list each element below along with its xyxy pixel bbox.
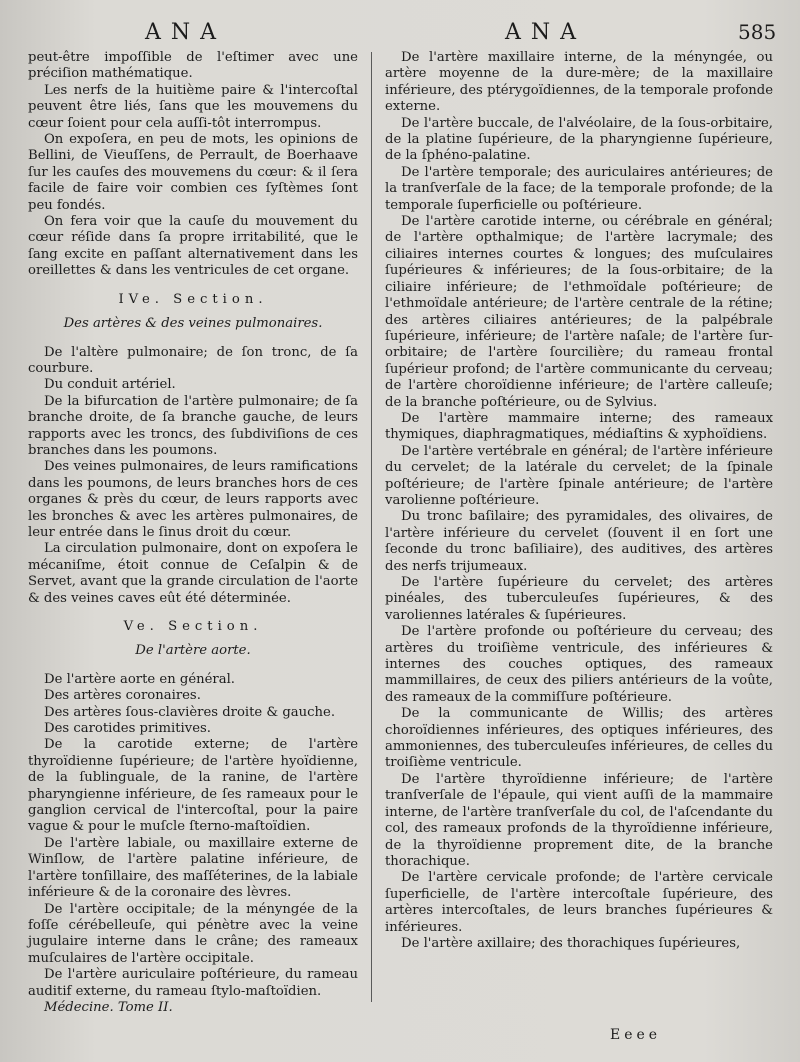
- right-column: [385, 50, 773, 952]
- section-heading: IVe. Section.: [118, 291, 268, 307]
- paragraph: De l'artère axillaire; des thorachiques ſupérieures,: [401, 935, 741, 951]
- paragraph: peut-être impoſſible de l'eſtimer avec une préciſion mathématique.: [28, 50, 358, 82]
- paragraph: De l'artère mammaire interne; des rameaux thymiques, diaphragmatiques, médiaſtins & xyphoïdiens.: [385, 410, 773, 443]
- paragraph: Des carotides primitives.: [44, 721, 211, 737]
- paragraph: De l'artère ſupérieure du cervelet; des artères pinéales, des tuberculeuſes ſupérieures, & des varoliennes latérales & ſupérieures.: [385, 575, 773, 623]
- paragraph: Du conduit artériel.: [44, 377, 176, 393]
- signature-mark: Eeee: [610, 1027, 662, 1043]
- running-head-right: ANA: [505, 20, 587, 45]
- paragraph: De l'artère thyroïdienne inférieure; de l'artère tranſverſale de l'épaule, qui vient auſſi de la mammaire interne, de l'artère tranſverſale du col, de l'aſcendante du col, des rameaux profonds de la thyroïdienne inférieure, de la thyroïdienne proprement dite, de la branche thorachique.: [385, 771, 773, 869]
- paragraph: De la communicante de Willis; des artères choroïdiennes inférieures, des optiques inférieures, des ammoniennes, des tuberculeuſes inférieures, de celles du troiſième ventricule.: [385, 706, 773, 771]
- paragraph: Des artères coronaires.: [44, 688, 201, 704]
- paragraph: De la carotide externe; de l'artère thyroïdienne ſupérieure; de l'artère hyoïdienne, de la ſublinguale, de la ranine, de l'artère pharyngienne inférieure, de ſes rameaux pour le ganglion cervical de l'intercoſtal, pour la paire vague & pour le muſcle ſterno-maſtoïdien.: [28, 737, 358, 835]
- paragraph: De l'artère temporale; des auriculaires antérieures; de la tranſverſale de la face; de la temporale profonde; de la temporale ſuperficielle ou poſtérieure.: [385, 164, 773, 213]
- paragraph: On expoſera, en peu de mots, les opinions de Bellini, de Vieuſſens, de Perrault, de Boerhaave ſur les cauſes des mouvemens du cœur: & il ſera facile de faire voir combien ces ſyſtèmes ſont peu fondés.: [28, 132, 358, 213]
- paragraph: Des veines pulmonaires, de leurs ramifications dans les poumons, de leurs branches hors de ces organes & près du cœur, de leurs rapports avec les bronches & avec les artères pulmonaires, de leur entrée dans le ſinus droit du cœur.: [28, 459, 358, 540]
- paragraph: De l'artère buccale, de l'alvéolaire, de la ſous-orbitaire, de la platine ſupérieure, de la pharyngienne ſupérieure, de la ſphéno-palatine.: [385, 115, 773, 164]
- paragraph: De l'artère labiale, ou maxillaire externe de Winſlow, de l'artère palatine inférieure, de l'artère tonſillaire, des maſſéterines, de la labiale inférieure & de la coronaire des lèvres.: [28, 835, 358, 901]
- footer-volume: Médecine. Tome II.: [44, 999, 173, 1015]
- section-subtitle: De l'artère aorte.: [135, 643, 251, 659]
- page-number: 585: [738, 20, 777, 44]
- paragraph: De l'artère cervicale profonde; de l'artère cervicale ſuperficielle, de l'artère intercoſtale ſupérieure, des artères intercoſtales, de leurs branches ſupérieures & inférieures.: [385, 870, 773, 935]
- section-heading: Ve. Section.: [123, 619, 263, 634]
- running-head-left: ANA: [145, 20, 227, 45]
- left-column: [28, 50, 358, 1016]
- paragraph: De l'artère aorte en général.: [44, 671, 235, 687]
- paragraph: De l'artère profonde ou poſtérieure du cerveau; des artères du troiſième ventricule, des inférieures & internes des couches optiques, des rameaux mammillaires, de ceux des piliers antérieurs de la voûte, des rameaux de la commiſſure poſtérieure.: [385, 624, 773, 705]
- paragraph: De la bifurcation de l'artère pulmonaire; de ſa branche droite, de ſa branche gauche, de leurs rapports avec les troncs, des ſubdiviſions de ces branches dans les poumons.: [28, 393, 358, 458]
- paragraph: De l'altère pulmonaire; de ſon tronc, de ſa courbure.: [28, 344, 358, 376]
- paragraph: De l'artère carotide interne, ou cérébrale en général; de l'artère opthalmique; de l'artère lacrymale; des ciliaires internes courtes & longues; des muſculaires ſupérieures & inférieures; de la ſous-orbitaire; de la ciliaire inférieure; de l'ethmoïdale poſtérieure; de l'ethmoïdale antérieure; de l'artère centrale de la rétine; des artères ciliaires antérieures; de la palpébrale ſupérieure, inférieure; de l'artère naſale; de l'artère ſur-orbitaire; de l'artère ſourcilière; du rameau frontal ſupérieur profond; de l'artère communicante du cerveau; de l'artère choroïdienne inférieure; de l'artère calleuſe; de la branche poſtérieure, ou de Sylvius.: [385, 214, 773, 410]
- section-subtitle: Des artères & des veines pulmonaires.: [63, 316, 323, 332]
- paragraph: De l'artère vertébrale en général; de l'artère inférieure du cervelet; de la latérale du cervelet; de la ſpinale poſtérieure; de l'artère ſpinale antérieure; de l'artère varolienne poſtérieure.: [385, 443, 773, 508]
- paragraph: De l'artère occipitale; de la ményngée de la foſſe cérébelleuſe, qui pénètre avec la veine jugulaire interne dans le crâne; des rameaux muſculaires de l'artère occipitale.: [28, 901, 358, 966]
- paragraph: Du tronc baſilaire; des pyramidales, des olivaires, de l'artère inférieure du cervelet (ſouvent il en ſort une ſeconde du tronc baſiliaire), des auditives, des artères des nerfs trijumeaux.: [385, 509, 773, 574]
- paragraph: De l'artère auriculaire poſtérieure, du rameau auditif externe, du rameau ſtylo-maſtoïdien.: [28, 967, 358, 999]
- paragraph: De l'artère maxillaire interne, de la ményngée, ou artère moyenne de la dure-mère; de la maxillaire inférieure, des ptérygoïdiennes, de la temporale profonde externe.: [385, 50, 773, 115]
- paragraph: On fera voir que la cauſe du mouvement du cœur réſide dans ſa propre irritabilité, que le ſang excite en paſſant alternativement dans les oreillettes & dans les ventricules de cet organe.: [28, 214, 358, 279]
- paragraph: Les nerfs de la huitième paire & l'intercoſtal peuvent être liés, ſans que les mouvemens du cœur ſoient pour cela auſſi-tôt interrompus.: [28, 82, 358, 131]
- column-rule: [371, 52, 372, 1002]
- paragraph: La circulation pulmonaire, dont on expoſera le mécaniſme, étoit connue de Ceſalpin & de Servet, avant que la grande circulation de l'aorte & des veines caves eût été déterminée.: [28, 541, 358, 606]
- paragraph: Des artères ſous-clavières droite & gauche.: [44, 704, 336, 720]
